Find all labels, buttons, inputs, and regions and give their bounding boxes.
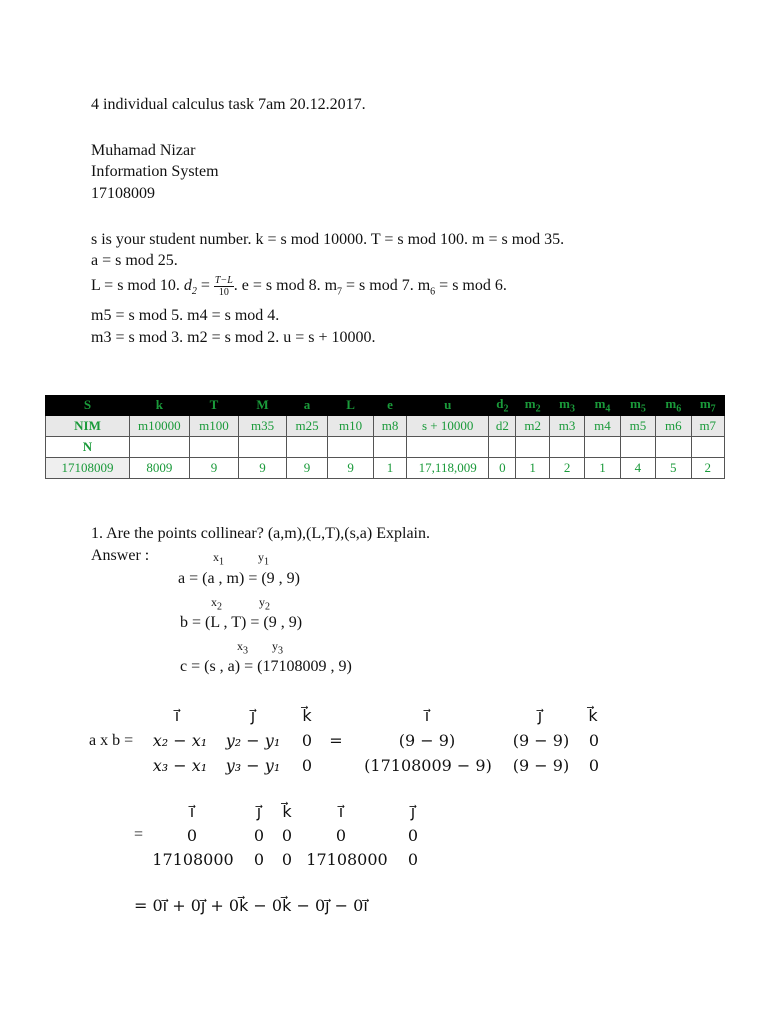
table-cell: a <box>286 396 327 416</box>
table-cell: m25 <box>286 415 327 436</box>
matrix-cell: 0 <box>588 756 600 775</box>
matrix-cell: (17108009 − 9) <box>364 756 492 775</box>
author-name: Muhamad Nizar <box>91 142 196 159</box>
table-cell: m4 <box>585 415 620 436</box>
table-cell: N <box>46 436 130 457</box>
table-cell: 17,118,009 <box>407 457 489 478</box>
matrix-cell: y₃ − y₁ <box>225 756 281 775</box>
table-cell: $m_7$ <box>691 396 725 416</box>
table-cell <box>620 436 655 457</box>
table-cell: m6 <box>656 415 691 436</box>
definition-line-1: s is your student number. k = s mod 10000. T = s mod 100. m = s mod 35. <box>91 231 565 248</box>
table-cell: m2 <box>516 415 549 436</box>
matrix-cell: 0 <box>301 756 313 775</box>
unit-vector-k: k⃗ <box>588 706 598 725</box>
unit-vector-i: i⃗ <box>189 802 195 821</box>
matrix-cell: 0 <box>281 826 293 845</box>
x3-label: $x_3$ <box>237 639 248 657</box>
matrix-cell: 0 <box>588 731 600 750</box>
table-cell: m8 <box>373 415 406 436</box>
matrix-cell: 0 <box>281 850 293 869</box>
matrix-cell: 0 <box>407 850 419 869</box>
matrix-cell: (9 − 9) <box>512 731 570 750</box>
table-values-row <box>46 457 725 478</box>
matrix-cell: (9 − 9) <box>512 756 570 775</box>
table-cell <box>328 436 374 457</box>
matrix-cell: 17108000 <box>152 850 234 869</box>
point-b: b = (L , T) = (9 , 9) <box>180 614 303 631</box>
table-cell: 5 <box>656 457 691 478</box>
d2-symbol: $d_2$ <box>183 277 197 298</box>
table-cell <box>656 436 691 457</box>
definition-line-4: m5 = s mod 5. m4 = s mod 4. <box>91 307 280 324</box>
table-cell: 2 <box>691 457 725 478</box>
matrix-cell: x₃ − x₁ <box>152 756 208 775</box>
table-cell: 8009 <box>129 457 189 478</box>
student-values-table <box>45 395 725 479</box>
question-text: 1. Are the points collinear? (a,m),(L,T),(s,a) Explain. <box>91 525 430 542</box>
unit-vector-j: j⃗ <box>256 802 262 821</box>
y3-label: $y_3$ <box>272 639 283 657</box>
unit-vector-j: j⃗ <box>537 706 543 725</box>
matrix-cell: 0 <box>186 826 198 845</box>
table-cell: m35 <box>239 415 287 436</box>
equals-sign: = <box>134 826 144 843</box>
cross-product-label: a x b = <box>89 732 134 749</box>
matrix-cell: x₂ − x₁ <box>152 731 208 750</box>
unit-vector-i: i⃗ <box>424 706 430 725</box>
table-cell: 4 <box>620 457 655 478</box>
equals-sign: = <box>329 731 343 750</box>
definition-line-5: m3 = s mod 3. m2 = s mod 2. u = s + 10000. <box>91 329 376 346</box>
table-cell: $d_2$ <box>489 396 516 416</box>
x1-label: $x_1$ <box>213 550 224 568</box>
table-cell: m3 <box>549 415 584 436</box>
table-cell: 1 <box>516 457 549 478</box>
table-cell: u <box>407 396 489 416</box>
table-cell: m10000 <box>129 415 189 436</box>
table-cell: d2 <box>489 415 516 436</box>
table-cell: $m_3$ <box>549 396 584 416</box>
table-cell <box>489 436 516 457</box>
table-cell <box>407 436 489 457</box>
answer-label: Answer : <box>91 547 150 564</box>
table-cell <box>189 436 239 457</box>
table-cell: m5 <box>620 415 655 436</box>
definition-line-2: a = s mod 25. <box>91 252 178 269</box>
matrix-cell: 0 <box>301 731 313 750</box>
table-cell: M <box>239 396 287 416</box>
author-student-id: 17108009 <box>91 185 155 202</box>
table-cell: 1 <box>585 457 620 478</box>
table-cell: $m_5$ <box>620 396 655 416</box>
table-cell: 0 <box>489 457 516 478</box>
y2-label: $y_2$ <box>259 595 270 613</box>
table-cell <box>691 436 725 457</box>
table-cell <box>549 436 584 457</box>
table-cell: L <box>328 396 374 416</box>
document-title: 4 individual calculus task 7am 20.12.2017. <box>91 96 366 113</box>
matrix-cell: 0 <box>253 850 265 869</box>
table-cell: m10 <box>328 415 374 436</box>
unit-vector-i: i⃗ <box>338 802 344 821</box>
point-c: c = (s , a) = (17108009 , 9) <box>180 658 352 675</box>
table-cell: e <box>373 396 406 416</box>
table-cell: m100 <box>189 415 239 436</box>
unit-vector-j: j⃗ <box>410 802 416 821</box>
matrix-cell: 0 <box>407 826 419 845</box>
author-program: Information System <box>91 163 219 180</box>
d2-fraction: $\frac{T-L}{10}$ <box>214 275 233 298</box>
table-cell: k <box>129 396 189 416</box>
table-header-row <box>46 396 725 416</box>
table-cell: 9 <box>286 457 327 478</box>
unit-vector-j: j⃗ <box>250 706 256 725</box>
table-cell <box>585 436 620 457</box>
table-cell: 9 <box>189 457 239 478</box>
table-cell <box>129 436 189 457</box>
table-cell: 9 <box>328 457 374 478</box>
matrix-cell: y₂ − y₁ <box>225 731 281 750</box>
table-cell: s + 10000 <box>407 415 489 436</box>
x2-label: $x_2$ <box>211 595 222 613</box>
table-cell: 17108009 <box>46 457 130 478</box>
cross-product-result: = 0i⃗ + 0j⃗ + 0k⃗ − 0k⃗ − 0j⃗ − 0i⃗ <box>134 896 368 915</box>
table-cell: m7 <box>691 415 725 436</box>
table-cell: T <box>189 396 239 416</box>
table-cell <box>286 436 327 457</box>
table-cell: 2 <box>549 457 584 478</box>
table-cell <box>239 436 287 457</box>
table-cell: $m_6$ <box>656 396 691 416</box>
matrix-cell: 0 <box>335 826 347 845</box>
table-cell: 1 <box>373 457 406 478</box>
table-cell: S <box>46 396 130 416</box>
unit-vector-k: k⃗ <box>282 802 292 821</box>
definition-line-3: L = s mod 10. $d_2$ = $\frac{T-L}{10}$ . e = s mod 8. $m_7 = s$ mod 7. $m_6 = s$ mod 6. <box>91 275 507 298</box>
matrix-cell: 0 <box>253 826 265 845</box>
unit-vector-k: k⃗ <box>302 706 312 725</box>
table-cell: NIM <box>46 415 130 436</box>
table-cell <box>373 436 406 457</box>
unit-vector-i: i⃗ <box>174 706 180 725</box>
table-row <box>46 436 725 457</box>
table-cell: 9 <box>239 457 287 478</box>
y1-label: $y_1$ <box>258 550 269 568</box>
table-cell: $m_4$ <box>585 396 620 416</box>
point-a: a = (a , m) = (9 , 9) <box>178 570 301 587</box>
matrix-cell: (9 − 9) <box>398 731 456 750</box>
table-cell: $m_2$ <box>516 396 549 416</box>
table-formula-row <box>46 415 725 436</box>
table-cell <box>516 436 549 457</box>
matrix-cell: 17108000 <box>306 850 388 869</box>
